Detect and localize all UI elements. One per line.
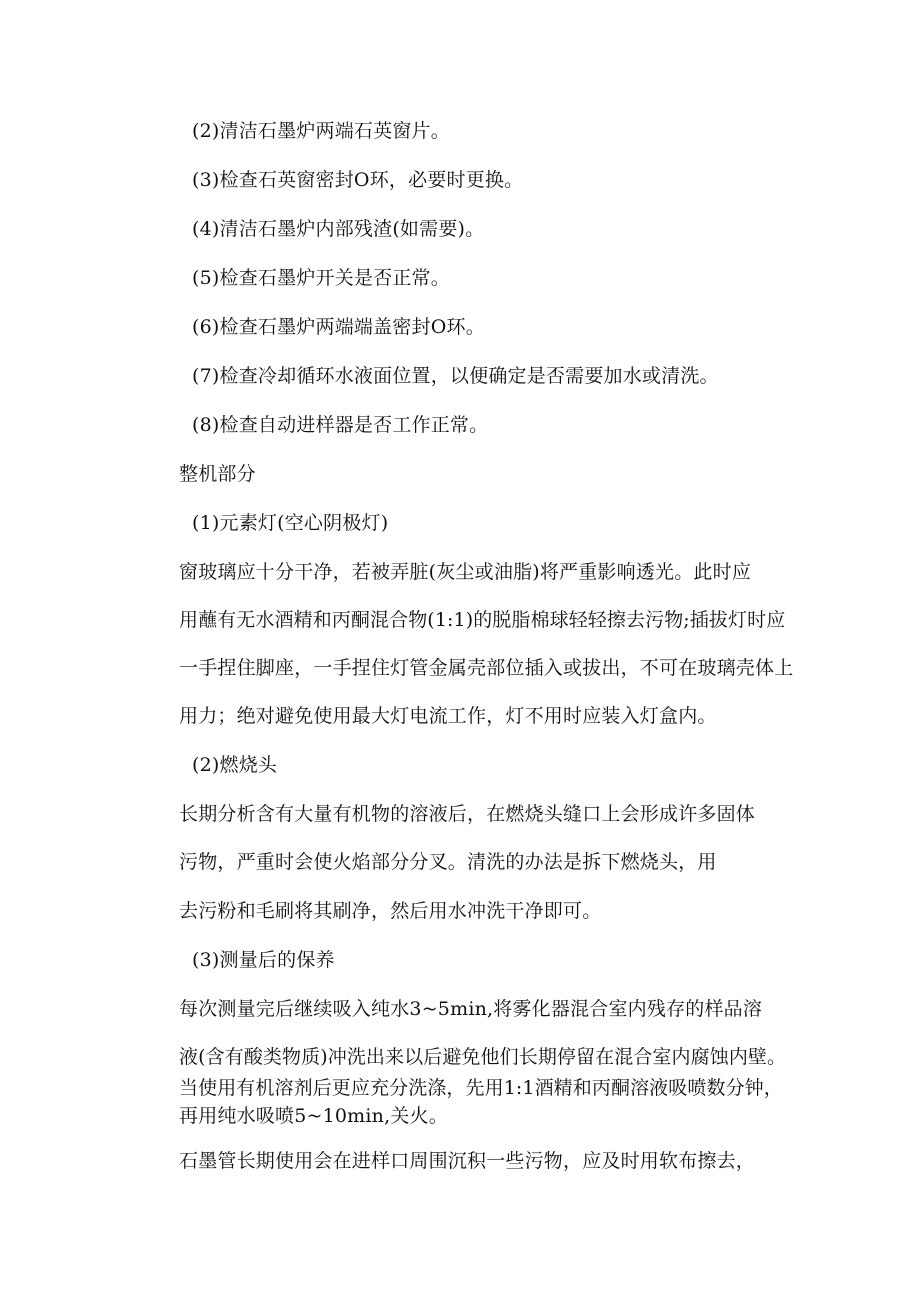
item-6-check-end-cap-o-ring: (6)检查石墨炉两端端盖密封O环。 (192, 316, 485, 338)
paragraph-burner-line-3: 去污粉和毛刷将其刷净，然后用水冲洗干净即可。 (179, 900, 602, 922)
subheading-element-lamp: (1)元素灯(空心阴极灯) (192, 512, 389, 534)
paragraph-care-line-1: 每次测量完后继续吸入纯水3~5min,将雾化器混合室内残存的样品溶 (179, 998, 763, 1020)
paragraph-lamp-line-3: 一手捏住脚座，一手捏住灯管金属壳部位插入或拔出，不可在玻璃壳体上 (179, 657, 794, 679)
paragraph-lamp-line-2: 用蘸有无水酒精和丙酮混合物(1:1)的脱脂棉球轻轻擦去污物;插拔灯时应 (179, 609, 786, 631)
item-5-check-furnace-switch: (5)检查石墨炉开关是否正常。 (192, 267, 450, 289)
item-7-check-cooling-water: (7)检查冷却循环水液面位置，以便确定是否需要加水或清洗。 (192, 365, 719, 387)
paragraph-burner-line-1: 长期分析含有大量有机物的溶液后，在燃烧头缝口上会形成许多固体 (179, 803, 756, 825)
subheading-post-measurement-care: (3)测量后的保养 (192, 949, 335, 971)
paragraph-burner-line-2: 污物，严重时会使火焰部分分叉。清洗的办法是拆下燃烧头，用 (179, 851, 717, 873)
paragraph-care-line-2: 液(含有酸类物质)冲洗出来以后避免他们长期停留在混合室内腐蚀内壁。 (179, 1046, 787, 1068)
paragraph-care-line-3: 当使用有机溶剂后更应充分洗涤，先用1:1酒精和丙酮溶液吸喷数分钟， (179, 1077, 783, 1099)
paragraph-lamp-line-4: 用力；绝对避免使用最大灯电流工作，灯不用时应装入灯盒内。 (179, 705, 717, 727)
subheading-burner-head: (2)燃烧头 (192, 754, 278, 776)
paragraph-care-line-4: 再用纯水吸喷5~10min,关火。 (179, 1105, 448, 1127)
section-heading-whole-machine: 整机部分 (179, 463, 256, 485)
item-3-check-window-o-ring: (3)检查石英窗密封O环，必要时更换。 (192, 169, 524, 191)
paragraph-graphite-tube-line-1: 石墨管长期使用会在进样口周围沉积一些污物，应及时用软布擦去， (179, 1150, 756, 1172)
item-8-check-autosampler: (8)检查自动进样器是否工作正常。 (192, 414, 489, 436)
paragraph-lamp-line-1: 窗玻璃应十分干净，若被弄脏(灰尘或油脂)将严重影响透光。此时应 (179, 561, 752, 583)
item-2-clean-quartz-windows: (2)清洁石墨炉两端石英窗片。 (192, 120, 450, 142)
item-4-clean-furnace-residue: (4)清洁石墨炉内部残渣(如需要)。 (192, 218, 485, 240)
